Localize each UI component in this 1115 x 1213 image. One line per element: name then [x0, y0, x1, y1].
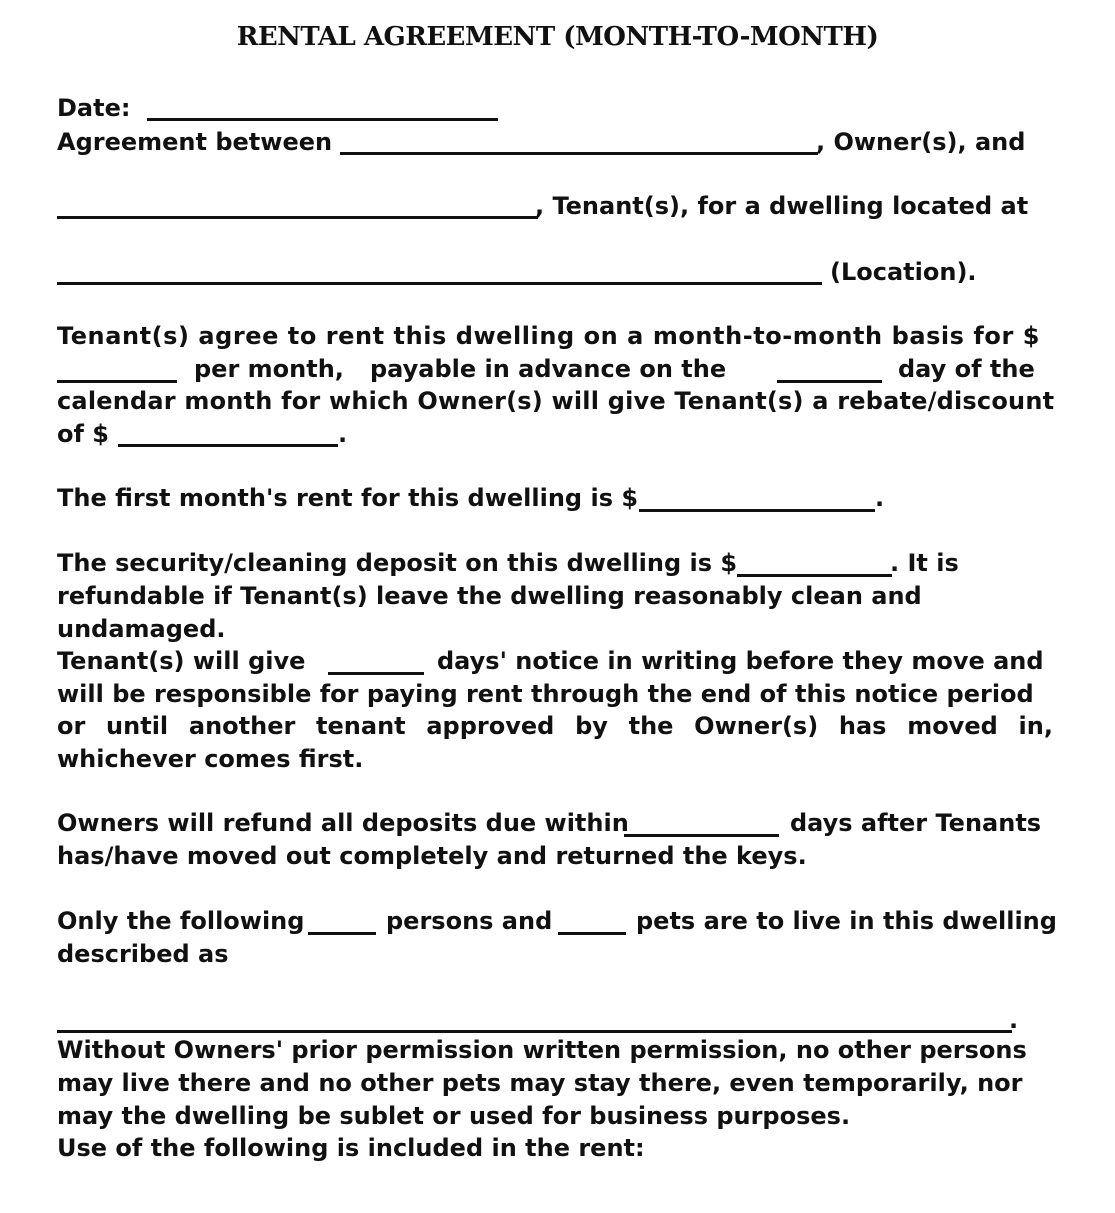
occupants-line-1b: persons and [386, 907, 553, 935]
location-blank[interactable] [57, 282, 822, 285]
permission-line-2: may live there and no other pets may stay there, even temporarily, nor [57, 1069, 1023, 1097]
notice-line-3 [57, 710, 1053, 742]
notice-word: Owner(s) [694, 712, 819, 740]
notice-word: another [188, 712, 296, 740]
rent-line-4a: of $ [57, 420, 109, 448]
rent-line-2a: per month, [194, 355, 344, 383]
notice-word: the [628, 712, 674, 740]
rent-line-2b: payable in advance on the [370, 355, 727, 383]
pets-count-blank[interactable] [558, 932, 626, 935]
notice-word: in, [1018, 712, 1053, 740]
occupants-line-2: described as [57, 940, 229, 968]
notice-line-1b: days' notice in writing before they move and [437, 647, 1044, 675]
notice-word: has [838, 712, 887, 740]
notice-line-4: whichever comes first. [57, 745, 364, 773]
notice-word: or [57, 712, 86, 740]
permission-line-1: Without Owners' prior permission written permission, no other persons [57, 1036, 1027, 1064]
deposit-line-1b: . It is [890, 549, 959, 577]
refund-line-1a: Owners will refund all deposits due within [57, 809, 629, 837]
rent-day-blank[interactable] [777, 380, 882, 383]
agreement-between-label: Agreement between [57, 128, 333, 156]
date-blank[interactable] [147, 118, 498, 121]
location-label: (Location). [830, 258, 977, 286]
first-month-blank[interactable] [639, 509, 875, 512]
notice-word: approved [426, 712, 555, 740]
tenants-dwelling-label: , Tenant(s), for a dwelling located at [535, 192, 1029, 220]
notice-word: by [575, 712, 608, 740]
refund-days-blank[interactable] [624, 834, 779, 837]
owners-and-label: , Owner(s), and [816, 128, 1026, 156]
deposit-line-3: undamaged. [57, 615, 226, 643]
rent-line-2c: day of the [898, 355, 1035, 383]
refund-line-2: has/have moved out completely and returned the keys. [57, 842, 807, 870]
rent-line-3: calendar month for which Owner(s) will give Tenant(s) a rebate/discount [57, 387, 1055, 415]
notice-days-blank[interactable] [328, 672, 424, 675]
occupants-line-1c: pets are to live in this dwelling [636, 907, 1057, 935]
permission-line-3: may the dwelling be sublet or used for business purposes. [57, 1102, 851, 1130]
rebate-amount-blank[interactable] [118, 444, 338, 447]
permission-line-4: Use of the following is included in the rent: [57, 1134, 645, 1162]
notice-word: moved [907, 712, 998, 740]
notice-word: until [106, 712, 169, 740]
document-title: RENTAL AGREEMENT (MONTH-TO-MONTH) [236, 22, 879, 52]
first-month-text: The first month's rent for this dwelling is $ [57, 484, 639, 512]
rent-amount-blank[interactable] [57, 380, 177, 383]
deposit-amount-blank[interactable] [737, 574, 892, 577]
occupants-end: . [1009, 1006, 1019, 1034]
deposit-line-1a: The security/cleaning deposit on this dwelling is $ [57, 549, 738, 577]
rent-line-1: Tenant(s) agree to rent this dwelling on a month-to-month basis for $ [57, 322, 1040, 350]
notice-line-1a: Tenant(s) will give [57, 647, 306, 675]
deposit-line-2: refundable if Tenant(s) leave the dwelling reasonably clean and [57, 582, 922, 610]
first-month-end: . [875, 484, 885, 512]
rent-line-4-end: . [338, 420, 348, 448]
described-as-blank[interactable] [57, 1030, 1012, 1033]
tenant-name-blank[interactable] [57, 216, 538, 219]
owner-name-blank[interactable] [340, 152, 818, 155]
occupants-line-1a: Only the following [57, 907, 305, 935]
notice-word: tenant [316, 712, 406, 740]
persons-count-blank[interactable] [308, 932, 376, 935]
refund-line-1b: days after Tenants [790, 809, 1042, 837]
notice-line-2: will be responsible for paying rent through the end of this notice period [57, 680, 1034, 708]
date-label: Date: [57, 94, 131, 122]
